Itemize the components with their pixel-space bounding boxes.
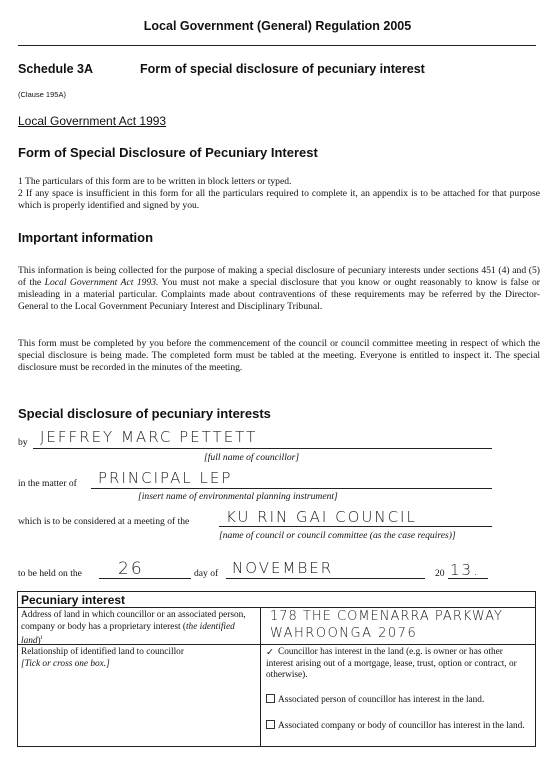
meeting-line	[219, 526, 492, 527]
planning-instrument-field[interactable]: PRINCIPAL LEP	[98, 469, 233, 487]
year-field[interactable]: 13.	[450, 561, 480, 579]
special-disclosure-heading: Special disclosure of pecuniary interests	[18, 406, 271, 421]
form-notes	[18, 176, 540, 212]
pecuniary-interest-heading: Pecuniary interest	[18, 592, 535, 608]
day-field[interactable]: 26	[118, 559, 144, 579]
address-line-2-field[interactable]: WAHROONGA 2076	[270, 626, 418, 641]
councillor-name-hint: [full name of councillor]	[204, 452, 300, 463]
matter-line	[91, 488, 492, 489]
act-title: Local Government Act 1993	[18, 114, 167, 128]
by-label: by	[18, 437, 28, 448]
note-1: 1 The particulars of this form are to be written in block letters or typed.	[18, 176, 292, 187]
option-associated-person: Associated person of councillor has interest in the land.	[266, 694, 530, 707]
council-name-hint: [name of council or council committee (as the case requires)]	[219, 530, 456, 541]
month-field[interactable]: NOVEMBER	[232, 559, 334, 577]
act-citation: Local Government Act 1993.	[44, 277, 159, 288]
councillor-name-line	[33, 448, 492, 449]
header-divider	[18, 45, 536, 46]
relationship-label: Relationship of identified land to councillor [Tick or cross one box.]	[21, 647, 184, 669]
councillor-name-field[interactable]: JEFFREY MARC PETTETT	[40, 428, 258, 446]
clause-reference: (Clause 195A)	[18, 90, 66, 99]
month-line	[226, 578, 425, 579]
important-paragraph-1: This information is being collected for the purpose of making a special disclosure of pecuniary interests under sections 451 (4) and (5) of the Local Government Act 1993. You must not make a special disclosure that you know or ought reasonably to know is false or misleading in a material particular. Complaints made about contraventions of these requirements may be referred by the Director-General to the Local Government Pecuniary Interest and Disciplinary Tribunal.	[18, 265, 540, 312]
note-2: 2 If any space is insufficient in this form for all the particulars required to complete it, an appendix is to be attached for that purpose which is properly identified and signed by you.	[18, 188, 540, 211]
held-on-label: to be held on the	[18, 568, 82, 579]
schedule-title: Form of special disclosure of pecuniary interest	[140, 62, 425, 76]
council-name-field[interactable]: KU RIN GAI COUNCIL	[226, 508, 417, 526]
option-associated-company: Associated company or body of councillor has interest in the land.	[266, 720, 530, 733]
checkbox-councillor-interest[interactable]: ✓	[266, 648, 274, 658]
table-column-divider	[260, 608, 261, 746]
regulation-title: Local Government (General) Regulation 2005	[143, 19, 412, 33]
schedule-label: Schedule 3A	[18, 62, 94, 76]
meeting-label: which is to be considered at a meeting of the	[18, 516, 190, 527]
address-label: Address of land in which councillor or an associated person, company or body has a proprietary interest (the identified land)$^i$	[21, 610, 246, 647]
form-heading: Form of Special Disclosure of Pecuniary Interest	[18, 145, 318, 160]
endnote-marker: i	[40, 635, 43, 641]
relationship-hint: [Tick or cross one box.]	[21, 658, 110, 669]
address-line-1-field[interactable]: 178 THE COMENARRA PARKWAY	[270, 609, 503, 624]
matter-label: in the matter of	[18, 478, 77, 489]
day-of-label: day of	[194, 568, 219, 579]
year-prefix: 20	[435, 568, 445, 579]
pecuniary-interest-table	[17, 591, 536, 747]
important-heading: Important information	[18, 230, 154, 245]
planning-instrument-hint: [insert name of environmental planning instrument]	[138, 491, 338, 502]
day-line	[99, 578, 191, 579]
option-councillor-interest: ✓ Councillor has interest in the land (e.g. is owner or has other interest arising out of a mortgage, lease, trust, option or contract, or otherwise).	[266, 647, 517, 680]
important-paragraph-2: This form must be completed by you before the commencement of the council or council committee meeting in respect of which the special disclosure is being made. The completed form must be tabled at the meeting. Everyone is entitled to inspect it. The special disclosure must be recorded in the minutes of the meeting.	[18, 338, 540, 373]
checkbox-associated-person[interactable]	[266, 694, 275, 703]
checkbox-associated-company[interactable]	[266, 720, 275, 729]
